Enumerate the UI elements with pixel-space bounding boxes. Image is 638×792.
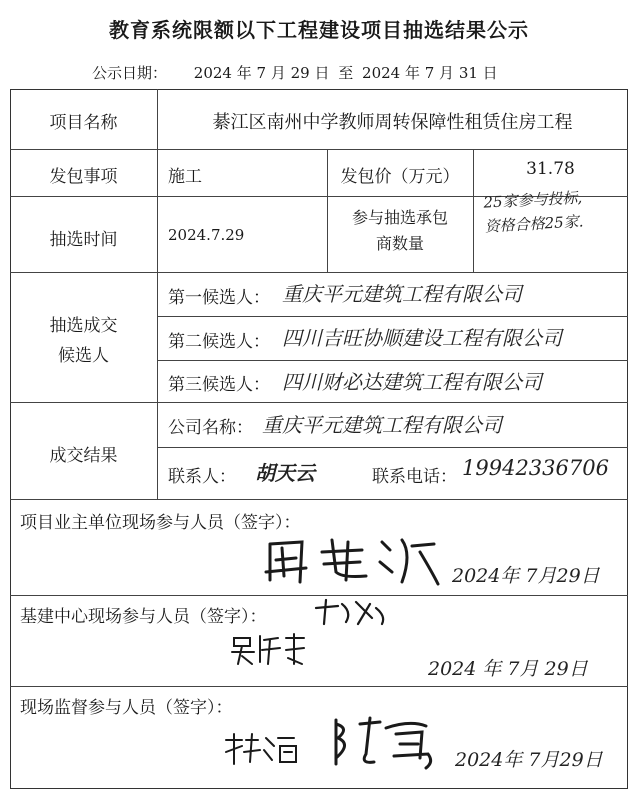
selection-time-label: 抽选时间 [49, 230, 118, 250]
row-divider [10, 402, 628, 403]
row-divider [10, 149, 628, 150]
phone-label: 联系电话： [372, 467, 457, 487]
bidder-count-line-2: 资格合格25家. [484, 212, 584, 236]
bidder-count-handwritten [483, 185, 584, 238]
supervision-signature-label: 现场监督参与人员（签字）： [20, 698, 233, 718]
center-signature-date: 2024 年 7月 29日 [428, 658, 588, 680]
candidate-1-label: 第一候选人： [168, 288, 270, 308]
publicity-end-date: 2024 年 7 月 31 日 [362, 64, 498, 82]
contract-price-label: 发包价（万元） [340, 167, 460, 187]
publicity-start-date: 2024 年 7 月 29 日 [193, 64, 330, 82]
publicity-dates [92, 62, 502, 83]
row-divider [10, 499, 628, 500]
contact-label: 联系人： [168, 467, 236, 487]
candidate-2-label: 第二候选人： [168, 332, 270, 352]
publicity-to: 至 [338, 64, 354, 82]
center-signature-label: 基建中心现场参与人员（签字）： [20, 607, 267, 627]
owner-signature-label: 项目业主单位现场参与人员（签字）： [20, 513, 301, 533]
candidate-3-name: 四川财必达建筑工程有限公司 [282, 370, 542, 394]
selection-time-value: 2024.7.29 [168, 226, 245, 244]
result-label: 成交结果 [49, 446, 118, 466]
supervision-signature-date: 2024年 7月29日 [455, 749, 603, 771]
row-divider [157, 316, 628, 317]
candidates-label-line-1: 抽选成交 [49, 316, 118, 336]
candidates-label [10, 311, 157, 371]
center-signature-image-2 [230, 632, 310, 668]
page-title: 教育系统限额以下工程建设项目抽选结果公示 [109, 18, 529, 42]
row-divider [157, 360, 628, 361]
contract-item-value: 施工 [168, 167, 202, 187]
bidder-count-label-line-1: 参与抽选承包 [351, 208, 448, 227]
owner-signature-image [262, 532, 442, 592]
company-label: 公司名称： [168, 418, 253, 438]
company-value: 重庆平元建筑工程有限公司 [262, 413, 502, 437]
row-divider [10, 686, 628, 687]
supervision-signature-image-2 [330, 714, 440, 770]
project-name-label: 项目名称 [49, 113, 118, 133]
supervision-signature-image-1 [222, 732, 300, 766]
bidder-count-label-line-2: 商数量 [375, 234, 424, 253]
project-name-value: 綦江区南州中学教师周转保障性租赁住房工程 [212, 112, 573, 133]
candidate-2-name: 四川吉旺协顺建设工程有限公司 [282, 326, 562, 350]
candidates-label-line-2: 候选人 [58, 346, 109, 366]
center-signature-image-1 [312, 598, 392, 628]
phone-value: 19942336706 [462, 456, 609, 480]
candidate-1-name: 重庆平元建筑工程有限公司 [282, 282, 522, 306]
candidate-3-label: 第三候选人： [168, 375, 270, 395]
owner-signature-date: 2024年 7月29日 [452, 565, 600, 587]
publicity-label: 公示日期： [92, 64, 168, 82]
bidder-count-label [327, 205, 473, 257]
row-divider [10, 272, 628, 273]
contact-value: 胡天云 [255, 461, 315, 485]
column-divider [157, 89, 158, 499]
contract-item-label: 发包事项 [49, 167, 118, 187]
bidder-count-line-1: 25家参与投标, [482, 188, 583, 212]
row-divider [157, 447, 628, 448]
contract-price-value: 31.78 [526, 159, 575, 179]
row-divider [10, 595, 628, 596]
